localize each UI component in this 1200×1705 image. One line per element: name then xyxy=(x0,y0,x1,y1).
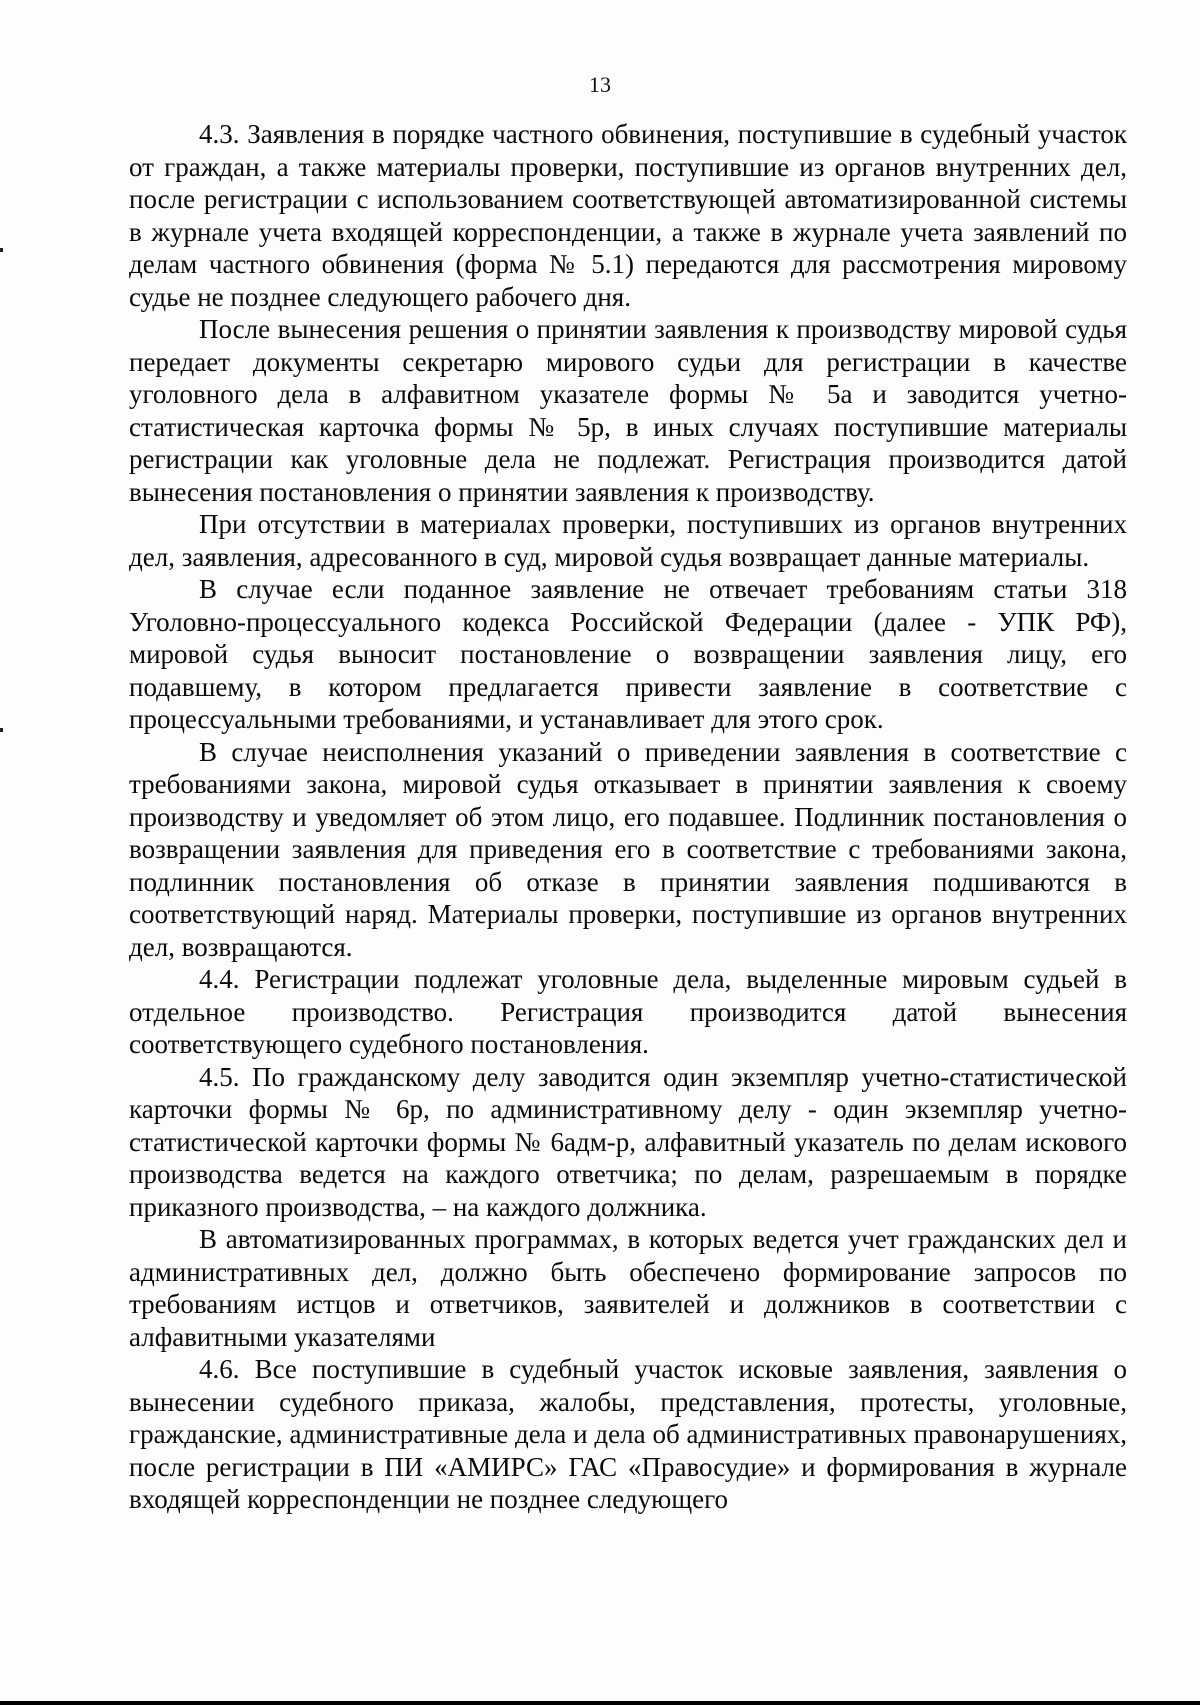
paragraph-automated-programs: В автоматизированных программах, в которых ведется учет гражданских дел и административных дел, должно быть обеспечено формирование запросов по требованиям истцов и ответчиков, заявителей и должников в соответствии с алфавитными указателями xyxy=(129,1224,1127,1352)
paragraph-non-compliance: В случае неисполнения указаний о приведении заявления в соответствие с требованиями закона, мировой судья отказывает в принятии заявления к своему производству и уведомляет об этом лицо, его подавшее. Подлинник постановления о возвращении заявления для приведения его в соответствие с требованиями закона, подлинник постановления об отказе в принятии заявления подшиваются в соответствующий наряд. Материалы проверки, поступившие из органов внутренних дел, возвращаются. xyxy=(129,736,1127,962)
page-number: 13 xyxy=(589,72,611,97)
paragraph-absence-of-statement: При отсутствии в материалах проверки, поступивших из органов внутренних дел, заявления, адресованного в суд, мировой судья возвращает данные материалы. xyxy=(129,509,1127,572)
paragraph-4-6: 4.6. Все поступившие в судебный участок исковые заявления, заявления о вынесении судебного приказа, жалобы, представления, протесты, уголовные, гражданские, административные дела и дела об административных правонарушениях, после регистрации в ПИ «АМИРС» ГАС «Правосудие» и формирования в журнале входящей корреспонденции не позднее следующего xyxy=(129,1354,1127,1514)
scan-edge-mark xyxy=(0,728,3,732)
scan-edge-mark xyxy=(0,248,3,252)
scan-bottom-border xyxy=(0,1701,1200,1705)
document-body xyxy=(129,118,1127,1516)
paragraph-4-3: 4.3. Заявления в порядке частного обвинения, поступившие в судебный участок от граждан, а также материалы проверки, поступившие из органов внутренних дел, после регистрации с использованием соответствующей автоматизированной системы в журнале учета входящей корреспонденции, а также в журнале учета заявлений по делам частного обвинения (форма № 5.1) передаются для рассмотрения мировому судье не позднее следующего рабочего дня. xyxy=(129,119,1127,312)
paragraph-4-4: 4.4. Регистрации подлежат уголовные дела, выделенные мировым судьей в отдельное производство. Регистрация производится датой вынесения соответствующего судебного постановления. xyxy=(129,964,1127,1059)
paragraph-after-decision: После вынесения решения о принятии заявления к производству мировой судья передает документы секретарю мирового судьи для регистрации в качестве уголовного дела в алфавитном указателе формы № 5а и заводится учетно-статистическая карточка формы № 5р, в иных случаях поступившие материалы регистрации как уголовные дела не подлежат. Регистрация производится датой вынесения постановления о принятии заявления к производству. xyxy=(129,314,1127,507)
paragraph-article-318: В случае если поданное заявление не отвечает требованиям статьи 318 Уголовно-процессуального кодекса Российской Федерации (далее - УПК РФ), мировой судья выносит постановление о возвращении заявления лицу, его подавшему, в котором предлагается привести заявление в соответствие с процессуальными требованиями, и устанавливает для этого срок. xyxy=(129,574,1127,734)
paragraph-4-5: 4.5. По гражданскому делу заводится один экземпляр учетно-статистической карточки формы № 6р, по административному делу - один экземпляр учетно-статистической карточки формы № 6адм-р, алфавитный указатель по делам искового производства ведется на каждого ответчика; по делам, разрешаемым в порядке приказного производства, – на каждого должника. xyxy=(129,1061,1127,1222)
